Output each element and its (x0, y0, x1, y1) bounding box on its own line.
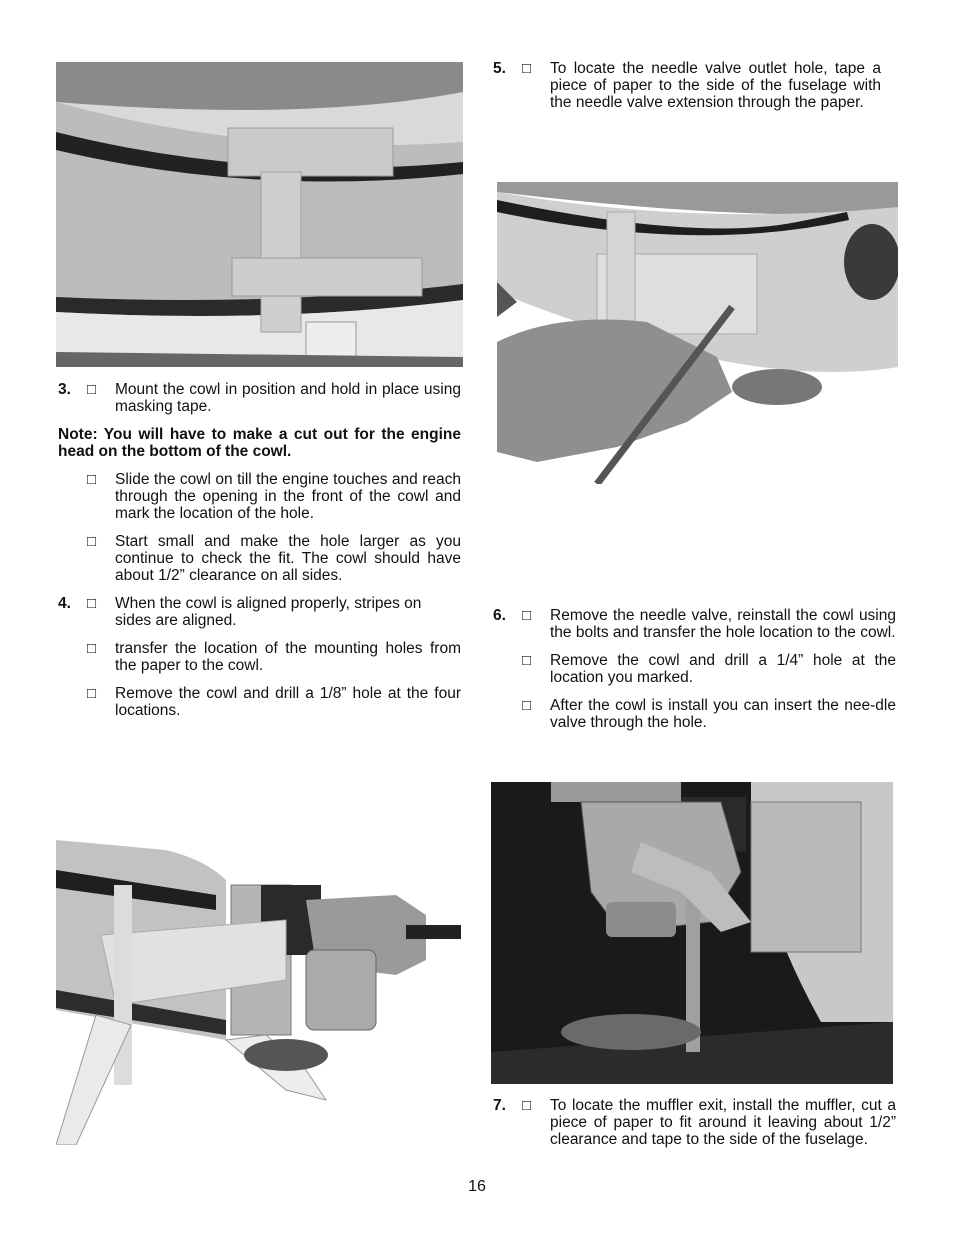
checkbox-icon[interactable]: □ (522, 1097, 532, 1114)
step-text: Remove the cowl and drill a 1/8” hole at the four locations. (115, 685, 461, 719)
step-number: 4. (58, 595, 71, 612)
checkbox-icon[interactable]: □ (87, 595, 97, 612)
photo-engine-muffler (491, 782, 893, 1084)
step-text: Remove the cowl and drill a 1/4” hole at the location you marked. (550, 652, 896, 686)
step-5 (493, 60, 881, 111)
step-text: Slide the cowl on till the engine touches and reach through the opening in the front of the cowl and mark the location of the hole. (115, 471, 461, 522)
step-text: After the cowl is install you can insert the nee-dle valve through the hole. (550, 697, 896, 731)
step-6-block (493, 607, 896, 731)
step-number: 5. (493, 60, 506, 77)
step-text: To locate the muffler exit, install the muffler, cut a piece of paper to fit around it leaving about 1/2” clearance and tape to the side of the fuselage. (550, 1097, 896, 1148)
left-column-text (58, 381, 461, 719)
checkbox-icon[interactable]: □ (522, 607, 532, 624)
photo-cowl-taped (56, 62, 463, 367)
checkbox-icon[interactable]: □ (87, 533, 97, 550)
step-3-sub-2 (58, 533, 461, 584)
step-6 (493, 607, 896, 641)
checkbox-icon[interactable]: □ (87, 471, 97, 488)
note-text: Note: You will have to make a cut out for the engine head on the bottom of the cowl. (58, 426, 461, 460)
photo-engine-cowl-side (56, 840, 463, 1145)
step-text: Start small and make the hole larger as you continue to check the fit. The cowl should have about 1/2” clearance on all sides. (115, 533, 461, 584)
step-number: 7. (493, 1097, 506, 1114)
step-4 (58, 595, 461, 629)
photo-needle-valve-paper (497, 182, 898, 484)
step-3-sub-1 (58, 471, 461, 522)
checkbox-icon[interactable]: □ (87, 381, 97, 398)
step-5-block (493, 60, 881, 111)
step-number: 6. (493, 607, 506, 624)
step-text: Remove the needle valve, reinstall the cowl using the bolts and transfer the hole location to the cowl. (550, 607, 896, 641)
checkbox-icon[interactable]: □ (522, 652, 532, 669)
step-text: transfer the location of the mounting holes from the paper to the cowl. (115, 640, 461, 674)
step-6-sub-2 (493, 697, 896, 731)
step-text: To locate the needle valve outlet hole, tape a piece of paper to the side of the fuselage with the needle valve extension through the paper. (550, 60, 881, 111)
step-7 (493, 1097, 896, 1148)
checkbox-icon[interactable]: □ (87, 685, 97, 702)
step-number: 3. (58, 381, 71, 398)
page-number: 16 (468, 1178, 486, 1195)
checkbox-icon[interactable]: □ (522, 697, 532, 714)
step-text: Mount the cowl in position and hold in place using masking tape. (115, 381, 461, 415)
step-7-block (493, 1097, 896, 1148)
step-4-sub-1 (58, 640, 461, 674)
step-6-sub-1 (493, 652, 896, 686)
checkbox-icon[interactable]: □ (87, 640, 97, 657)
checkbox-icon[interactable]: □ (522, 60, 532, 77)
step-4-sub-2 (58, 685, 461, 719)
step-3 (58, 381, 461, 415)
step-text: When the cowl is aligned properly, stripes on sides are aligned. (115, 595, 422, 629)
